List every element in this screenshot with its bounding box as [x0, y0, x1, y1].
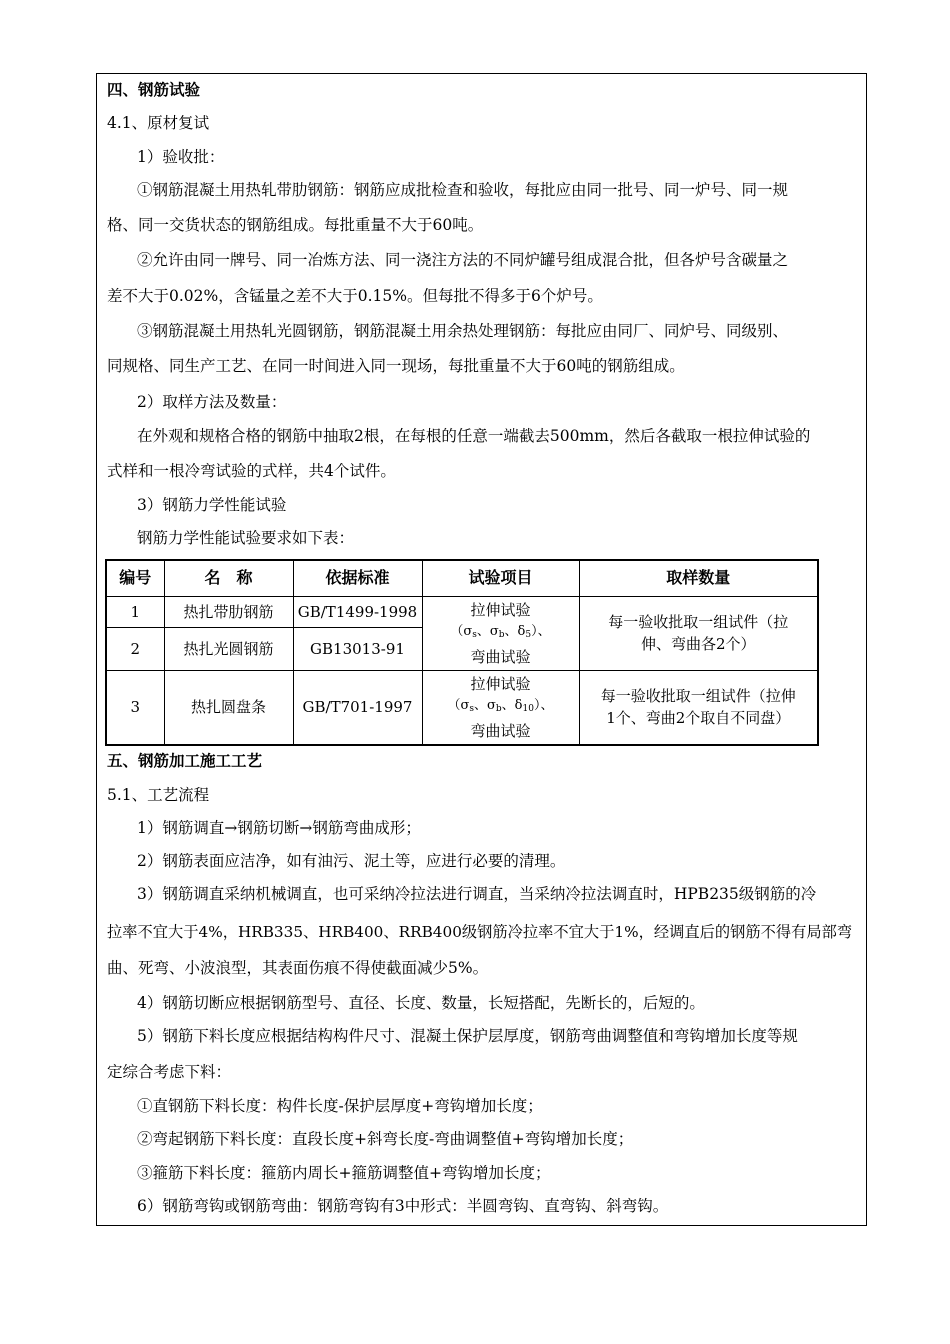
item-2-heading: 2）取样方法及数量： [137, 393, 287, 411]
row-test-items: 拉伸试验 （$\sigma_s$、$\sigma_b$、$\delta_{10}$）、 弯曲试验 [422, 670, 579, 745]
section-5-title: 五、钢筋加工施工工艺 [107, 751, 263, 770]
flow-step-4: 4）钢筋切断应根据钢筋型号、直径、长度、数量，长短搭配，先断长的，后短的。 [137, 994, 705, 1012]
item-1-heading: 1）验收批： [137, 148, 225, 166]
row-standard: GB/T701-1997 [293, 670, 422, 745]
header-test-items: 试验项目 [422, 560, 579, 596]
item-3-line-1: 钢筋力学性能试验要求如下表： [137, 529, 355, 547]
row-number: 3 [106, 670, 164, 745]
clause-1-line-1: ①钢筋混凝土用热轧带肋钢筋：钢筋应成批检查和验收，每批应由同一批号、同一炉号、同一规 [137, 181, 789, 199]
row-name: 热扎带肋钢筋 [164, 596, 293, 627]
clause-3-line-2: 同规格、同生产工艺、在同一时间进入同一现场，每批重量不大于60吨的钢筋组成。 [107, 357, 685, 375]
row-sample-quantity: 每一验收批取一组试件（拉 伸、弯曲各2个） [579, 596, 818, 670]
test-requirements-table [105, 559, 819, 746]
formula-stirrup: ③箍筋下料长度：箍筋内周长+箍筋调整值+弯钩增加长度； [137, 1164, 551, 1182]
header-name: 名 称 [164, 560, 293, 596]
clause-1-line-2: 格、同一交货状态的钢筋组成。每批重量不大于60吨。 [107, 216, 484, 234]
flow-step-5-line-2: 定综合考虑下料： [107, 1063, 232, 1081]
row-number: 2 [106, 627, 164, 670]
clause-2-line-1: ②允许由同一牌号、同一冶炼方法、同一浇注方法的不同炉罐号组成混合批，但各炉号含碳量之 [137, 251, 789, 269]
row-name: 热扎光圆钢筋 [164, 627, 293, 670]
row-standard: GB13013-91 [293, 627, 422, 670]
table-row [106, 670, 818, 745]
clause-3-line-1: ③钢筋混凝土用热轧光圆钢筋，钢筋混凝土用余热处理钢筋：每批应由同厂、同炉号、同级别、 [137, 322, 789, 340]
row-sample-quantity: 每一验收批取一组试件（拉伸 1个、弯曲2个取自不同盘） [579, 670, 818, 745]
header-standard: 依据标准 [293, 560, 422, 596]
formula-bent-bar: ②弯起钢筋下料长度：直段长度+斜弯长度-弯曲调整值+弯钩增加长度； [137, 1130, 634, 1148]
header-number: 编号 [106, 560, 164, 596]
item-2-line-2: 式样和一根冷弯试验的式样，共4个试件。 [107, 462, 396, 480]
flow-step-6: 6）钢筋弯钩或钢筋弯曲：钢筋弯钩有3中形式：半圆弯钩、直弯钩、斜弯钩。 [137, 1197, 669, 1215]
subsection-5-1: 5.1、工艺流程 [107, 786, 210, 804]
section-4-title: 四、钢筋试验 [107, 80, 201, 99]
table-row [106, 596, 818, 627]
flow-step-1: 1）钢筋调直→钢筋切断→钢筋弯曲成形； [137, 819, 421, 837]
flow-step-3-line-1: 3）钢筋调直采纳机械调直，也可采纳冷拉法进行调直，当采纳冷拉法调直时，HPB235级钢筋的冷 [137, 885, 817, 903]
flow-step-3-line-2: 拉率不宜大于4%，HRB335、HRB400、RRB400级钢筋冷拉率不宜大于1%，经调直后的钢筋不得有局部弯 [107, 923, 853, 941]
row-number: 1 [106, 596, 164, 627]
clause-2-line-2: 差不大于0.02%，含锰量之差不大于0.15%。但每批不得多于6个炉号。 [107, 287, 603, 305]
row-standard: GB/T1499-1998 [293, 596, 422, 627]
flow-step-5-line-1: 5）钢筋下料长度应根据结构构件尺寸、混凝土保护层厚度，钢筋弯曲调整值和弯钩增加长度等规 [137, 1027, 798, 1045]
flow-step-2: 2）钢筋表面应洁净，如有油污、泥土等，应进行必要的清理。 [137, 852, 566, 870]
formula-straight-bar: ①直钢筋下料长度：构件长度-保护层厚度+弯钩增加长度； [137, 1097, 543, 1115]
row-test-items: 拉伸试验 （$\sigma_s$、$\sigma_b$、$\delta_5$）、 弯曲试验 [422, 596, 579, 670]
row-name: 热扎圆盘条 [164, 670, 293, 745]
table-header-row [106, 560, 818, 596]
flow-step-3-line-3: 曲、死弯、小波浪型，其表面伤痕不得使截面减少5%。 [107, 959, 489, 977]
item-3-heading: 3）钢筋力学性能试验 [137, 496, 287, 514]
header-sample-quantity: 取样数量 [579, 560, 818, 596]
item-2-line-1: 在外观和规格合格的钢筋中抽取2根，在每根的任意一端截去500mm，然后各截取一根拉伸试验的 [137, 427, 811, 445]
subsection-4-1: 4.1、原材复试 [107, 114, 210, 132]
